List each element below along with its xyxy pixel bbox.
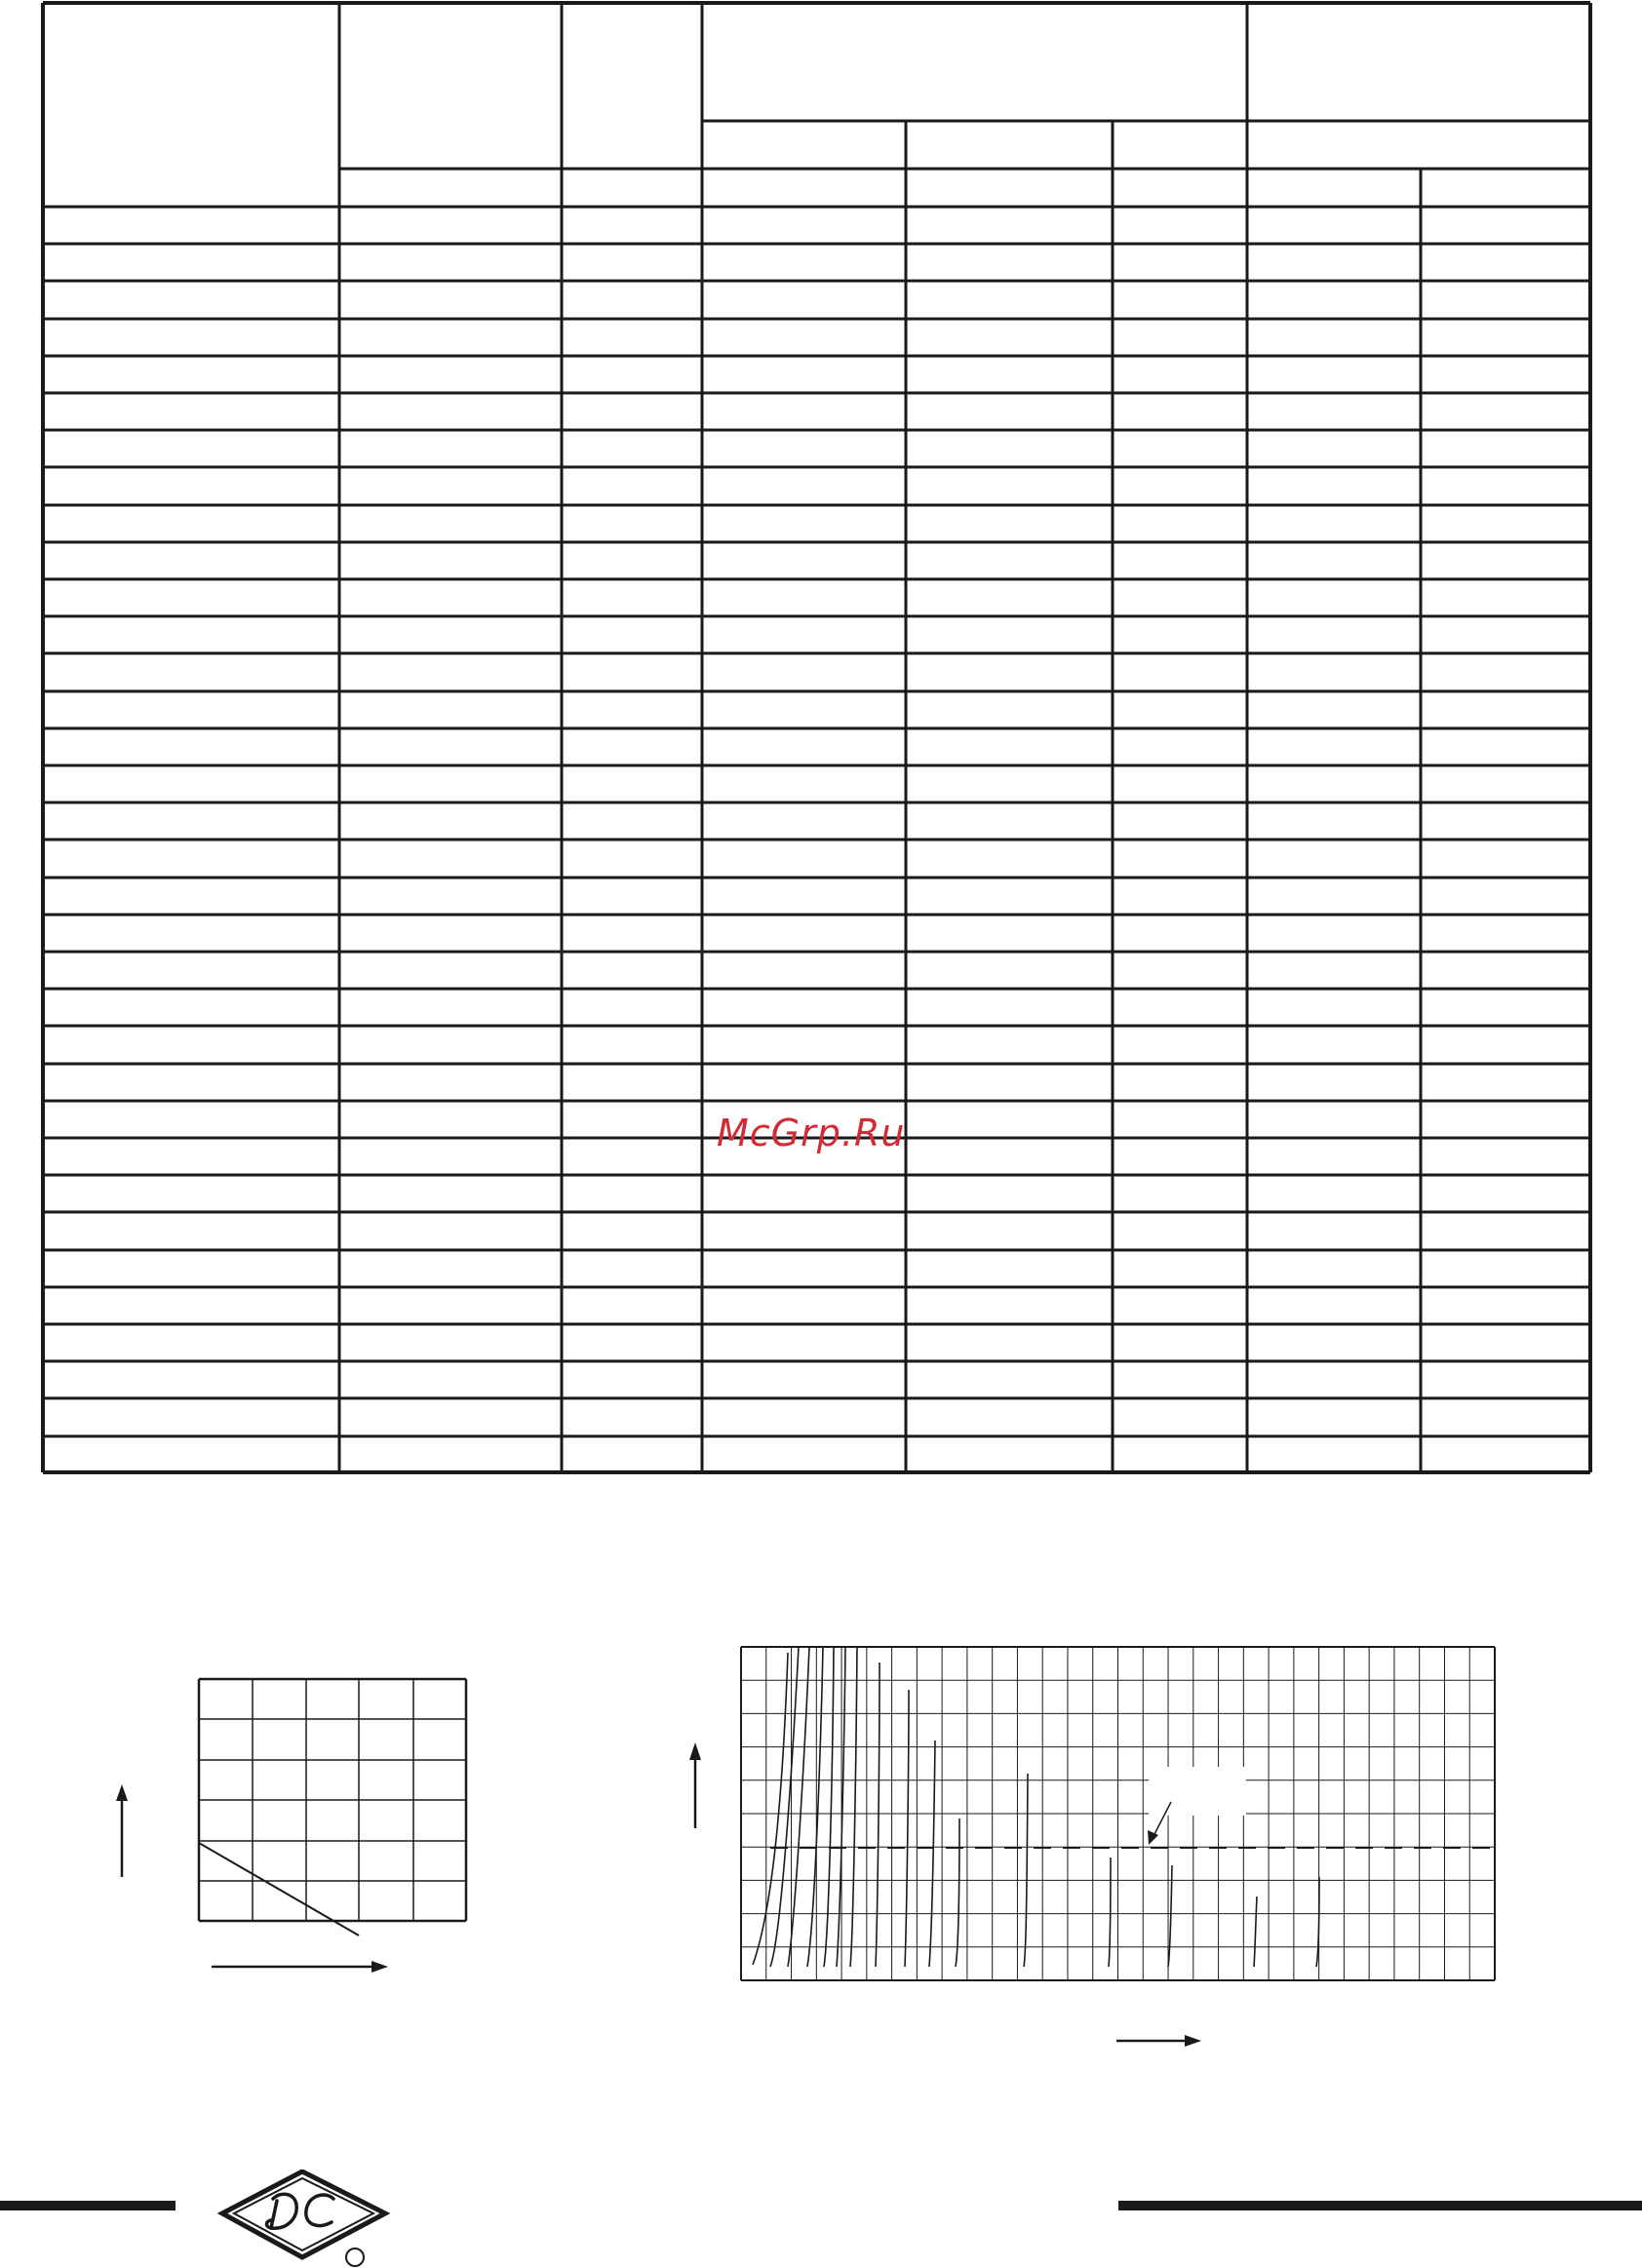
characteristic-curve (905, 1690, 909, 1967)
dc-monogram (267, 2194, 334, 2228)
characteristic-curve (1109, 1857, 1111, 1967)
y-axis-arrow-icon (689, 1742, 701, 1828)
characteristic-curve (1254, 1897, 1257, 1967)
footer-rule-right (1118, 2201, 1642, 2210)
characteristics-grid (741, 1647, 1495, 1980)
x-axis-arrow-icon (1116, 2035, 1201, 2047)
zener-characteristics-graph (673, 1623, 1531, 2062)
y-axis-arrow-icon (116, 1784, 128, 1877)
characteristic-curve (824, 1647, 834, 1967)
registered-mark-icon (346, 2248, 364, 2266)
characteristic-curve (1024, 1774, 1028, 1967)
characteristic-curve (956, 1818, 959, 1967)
characteristic-curve (850, 1647, 857, 1967)
x-axis-arrow-icon (212, 1961, 388, 1973)
company-logo (213, 2170, 393, 2268)
watermark-text: McGrp.Ru (717, 1112, 906, 1154)
callout-label-box (1149, 1767, 1246, 1816)
characteristic-curve (753, 1653, 788, 1965)
derating-graph (98, 1658, 488, 1979)
derating-grid (199, 1679, 466, 1921)
logo-diamond (222, 2171, 385, 2257)
characteristic-curve (807, 1647, 823, 1967)
characteristic-curve (770, 1647, 799, 1967)
characteristic-curve (876, 1662, 880, 1967)
characteristic-curve (837, 1647, 845, 1967)
characteristic-curve (929, 1740, 935, 1967)
footer-rule-left (0, 2201, 176, 2210)
table-grid (43, 3, 1590, 1472)
